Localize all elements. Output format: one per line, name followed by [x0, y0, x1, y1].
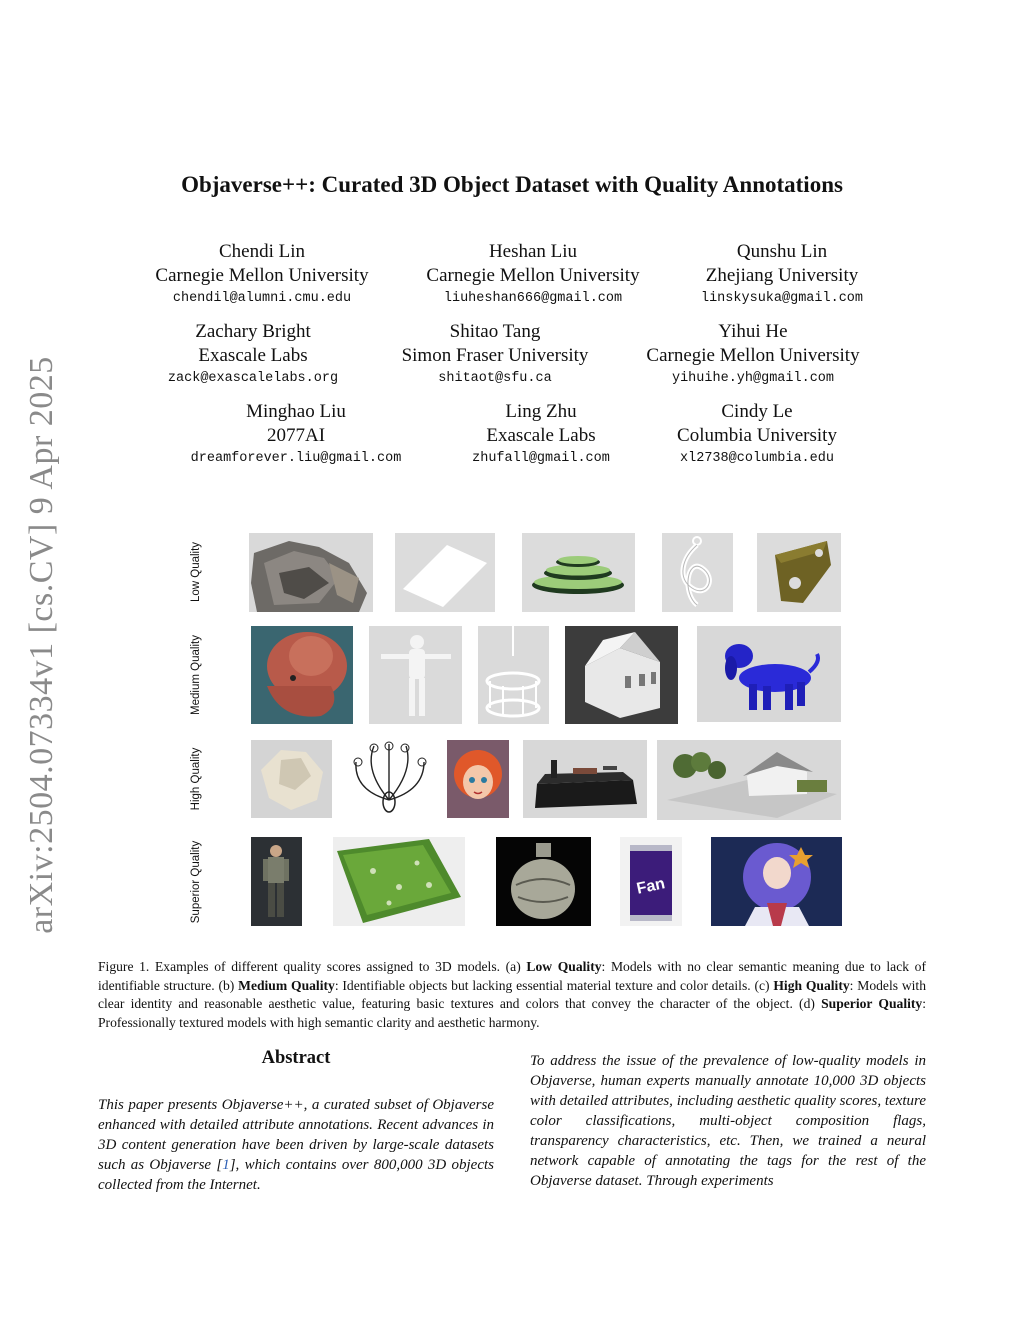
superior-quality-image-1	[251, 837, 302, 926]
low-quality-image-2	[395, 533, 495, 612]
low-quality-image-5	[757, 533, 841, 612]
low-quality-image-1	[249, 533, 373, 612]
caption-text: : Models with clear identity and reasonable aesthetic value, featuring basic textures and colors that convey the character of the object. (d)	[98, 977, 926, 1012]
author-name: Minghao Liu	[246, 401, 346, 422]
author-block	[603, 320, 903, 386]
abstract-heading: Abstract	[261, 1048, 331, 1068]
abstract-text: ], which contains over 800,000 3D objects collected from the Internet.	[98, 1157, 494, 1193]
author-email[interactable]: zack@exascalelabs.org	[167, 371, 339, 386]
caption-text: : Models with no clear semantic meaning due to lack of identifiable structure. (b)	[98, 959, 926, 993]
author-affiliation: Simon Fraser University	[401, 345, 589, 366]
row-label-low	[178, 532, 214, 612]
arxiv-id-text: arXiv:2504.07334v1 [cs.CV] 9 Apr 2025	[23, 356, 60, 934]
author-affiliation: Carnegie Mellon University	[646, 345, 860, 366]
author-name: Cindy Le	[721, 401, 793, 422]
author-name: Qunshu Lin	[736, 241, 828, 262]
high-quality-image-3	[447, 740, 509, 818]
paper-title: Objaverse++: Curated 3D Object Dataset with Quality Annotations	[181, 172, 843, 197]
author-email[interactable]: shitaot@sfu.ca	[438, 371, 552, 386]
author-name: Ling Zhu	[505, 401, 577, 422]
author-name: Shitao Tang	[449, 321, 541, 342]
arxiv-watermark	[22, 356, 62, 934]
superior-quality-image-3	[496, 837, 591, 926]
abstract-text: This paper presents Objaverse++, a curated subset of Objaverse enhanced with detailed attribute annotations. Recent advances in 3D content generation have been driven by large-scale datasets such as Objaverse [	[98, 1097, 494, 1173]
high-quality-image-2	[344, 740, 435, 818]
author-affiliation: Carnegie Mellon University	[426, 265, 640, 286]
medium-quality-image-2	[369, 626, 462, 724]
author-name: Zachary Bright	[195, 321, 311, 342]
figure-caption	[98, 958, 926, 1032]
author-affiliation: Exascale Labs	[486, 425, 596, 446]
caption-text: Figure 1. Examples of different quality scores assigned to 3D models. (a)	[98, 959, 527, 974]
high-quality-image-5	[657, 740, 841, 820]
author-affiliation: 2077AI	[266, 425, 326, 446]
author-email[interactable]: xl2738@columbia.edu	[680, 451, 834, 466]
author-email[interactable]: zhufall@gmail.com	[472, 451, 610, 466]
row-label-medium	[178, 626, 214, 724]
medium-quality-image-4	[565, 626, 678, 724]
row-label-text: Superior Quality	[190, 840, 202, 924]
low-quality-image-3	[522, 533, 635, 612]
author-email[interactable]: chendil@alumni.cmu.edu	[172, 291, 352, 306]
medium-quality-image-3	[478, 626, 549, 724]
row-label-superior	[178, 836, 214, 928]
author-block	[632, 240, 932, 306]
author-affiliation: Carnegie Mellon University	[155, 265, 369, 286]
caption-label-medium: Medium Quality	[238, 977, 335, 993]
author-block	[345, 320, 645, 386]
caption-text: : Identifiable objects but lacking essential material texture and color details. (c)	[334, 977, 774, 993]
medium-quality-image-1	[251, 626, 353, 724]
author-email[interactable]: yihuihe.yh@gmail.com	[671, 371, 835, 386]
row-label-text: High Quality	[190, 747, 202, 811]
author-block	[112, 240, 412, 306]
caption-text: : Professionally textured models with high semantic clarity and aesthetic harmony.	[98, 996, 926, 1030]
superior-quality-image-2	[333, 837, 465, 926]
row-label-high	[178, 739, 214, 819]
author-affiliation: Exascale Labs	[198, 345, 308, 366]
high-quality-image-1	[251, 740, 332, 818]
caption-label-superior: Superior Quality	[821, 996, 923, 1012]
author-name: Heshan Liu	[488, 241, 578, 262]
author-name: Yihui He	[718, 321, 788, 342]
caption-label-low: Low Quality	[526, 959, 602, 974]
caption-label-high: High Quality	[773, 977, 850, 993]
row-label-text: Low Quality	[190, 541, 202, 603]
medium-quality-image-5	[697, 626, 841, 722]
abstract-right-column	[530, 1051, 926, 1191]
high-quality-image-4	[523, 740, 647, 818]
author-email[interactable]: dreamforever.liu@gmail.com	[190, 451, 402, 466]
abstract-left-column	[98, 1095, 494, 1195]
superior-quality-image-5	[711, 837, 842, 926]
author-affiliation: Zhejiang University	[705, 265, 859, 286]
author-email[interactable]: linskysuka@gmail.com	[700, 291, 864, 306]
author-email[interactable]: liuheshan666@gmail.com	[443, 291, 623, 306]
author-affiliation: Columbia University	[677, 425, 837, 446]
low-quality-image-4	[662, 533, 733, 612]
row-label-text: Medium Quality	[190, 635, 202, 715]
superior-quality-image-4	[620, 837, 682, 926]
soda-can-brand: Fan	[635, 875, 667, 898]
citation-link[interactable]: 1	[222, 1157, 230, 1173]
author-name: Chendi Lin	[218, 241, 306, 262]
author-block	[607, 400, 907, 466]
abstract-text: To address the issue of the prevalence of low-quality models in Objaverse, human experts manually annotate 10,000 3D objects with detailed attributes, including aesthetic quality scores, texture color classifications, multi-object composition flags, transparency characteristics, etc. Then, we trained a neural network capable of annotating the tags for the rest of the Objaverse dataset. Through experiments	[530, 1053, 926, 1189]
